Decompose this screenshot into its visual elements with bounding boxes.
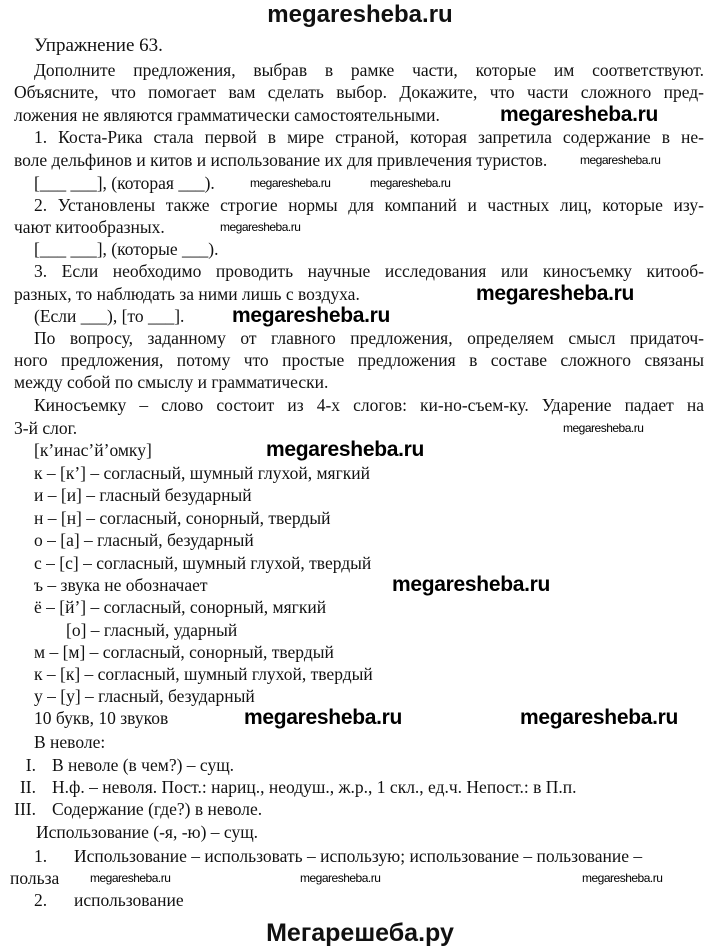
- sentence-1: 1. Коста-Рика стала первой в мире страной, которая запретила содержание в не-: [34, 127, 704, 147]
- letter-sound-count: 10 букв, 10 звуков: [34, 708, 169, 728]
- morph-item: III. Содержание (где?) в неволе.: [14, 799, 263, 819]
- sentence-2: 2. Установлены также строгие нормы для компаний и частных лиц, которые изу-: [34, 195, 704, 215]
- watermark: megaresheba.ru: [266, 438, 425, 461]
- phonetic-intro: Киносъемку – слово состоит из 4-х слогов: ки-но-съем-ку. Ударение падает на: [34, 395, 704, 415]
- phonetic-row: с – [с] – согласный, шумный глухой, твердый: [34, 553, 372, 573]
- watermark: megaresheba.ru: [520, 706, 679, 729]
- watermark: megaresheba.ru: [232, 304, 391, 327]
- sentence-2: чают китообразных.: [14, 217, 165, 237]
- phonetic-row: к – [к’] – согласный, шумный глухой, мягкий: [34, 463, 370, 483]
- phonetic-row: у – [у] – гласный, безударный: [34, 686, 255, 706]
- sentence-3: разных, то наблюдать за ними лишь с воздуха.: [14, 284, 360, 304]
- scheme-2: [___ ___], (которые ___).: [34, 239, 219, 259]
- word-item: 1. Использование – использовать – использую; использование – пользование –: [34, 846, 643, 866]
- morph-item: I. В неволе (в чем?) – сущ.: [25, 755, 235, 775]
- explanation: между собой по смыслу и грамматически.: [14, 372, 329, 392]
- phonetic-intro: 3-й слог.: [14, 418, 78, 438]
- phonetic-row: м – [м] – согласный, сонорный, твердый: [34, 642, 334, 662]
- watermark: megaresheba.ru: [476, 282, 635, 305]
- watermark: megaresheba.ru: [220, 220, 301, 234]
- phonetic-row: к – [к] – согласный, шумный глухой, твердый: [34, 664, 373, 684]
- task-line: Дополните предложения, выбрав в рамке части, которые им соответствуют.: [34, 60, 704, 80]
- explanation: По вопросу, заданному от главного предложения, определяем смысл придаточ-: [34, 328, 704, 348]
- watermark: megaresheba.ru: [90, 871, 171, 885]
- watermark: megaresheba.ru: [244, 706, 403, 729]
- watermark: megaresheba.ru: [370, 176, 451, 190]
- site-footer: Мегарешеба.ру: [266, 919, 454, 947]
- exercise-title: Упражнение 63.: [34, 35, 163, 56]
- task-line: Объясните, что помогает вам сделать выбор. Докажите, что части сложного пред-: [14, 82, 704, 102]
- watermark: megaresheba.ru: [500, 103, 659, 126]
- explanation: ного предложения, потому что простые предложения в составе сложного связаны: [14, 350, 704, 370]
- phonetic-row: и – [и] – гласный безударный: [34, 485, 252, 505]
- watermark: megaresheba.ru: [300, 871, 381, 885]
- task-line: ложения не являются грамматически самостоятельными.: [14, 105, 440, 125]
- site-header: megaresheba.ru: [267, 1, 453, 28]
- word-item: польза: [10, 868, 60, 888]
- watermark: megaresheba.ru: [250, 176, 331, 190]
- transcription: [к’инас’й’омку]: [34, 440, 152, 460]
- sentence-3: 3. Если необходимо проводить научные исследования или киносъемку китооб-: [34, 261, 704, 281]
- phonetic-row: ё – [й’] – согласный, сонорный, мягкий: [34, 597, 327, 617]
- sentence-1: воле дельфинов и китов и использование их для привлечения туристов.: [14, 150, 548, 170]
- morph-item: II. Н.ф. – неволя. Пост.: нариц., неодуш., ж.р., 1 скл., ед.ч. Непост.: в П.п.: [19, 777, 577, 797]
- phonetic-row: н – [н] – согласный, сонорный, твердый: [34, 508, 331, 528]
- watermark: megaresheba.ru: [563, 421, 644, 435]
- phonetic-row: [о] – гласный, ударный: [66, 620, 238, 640]
- word-item: 2. использование: [34, 890, 184, 910]
- morph-heading: В неволе:: [34, 732, 106, 752]
- watermark: megaresheba.ru: [582, 871, 663, 885]
- scheme-3: (Если ___), [то ___].: [34, 306, 185, 326]
- scheme-1: [___ ___], (которая ___).: [34, 173, 215, 193]
- watermark: megaresheba.ru: [580, 153, 661, 167]
- phonetic-row: о – [а] – гласный, безударный: [34, 530, 254, 550]
- word-heading: Использование (-я, -ю) – сущ.: [36, 822, 259, 842]
- phonetic-row: ъ – звука не обозначает: [34, 575, 208, 595]
- watermark: megaresheba.ru: [392, 573, 551, 596]
